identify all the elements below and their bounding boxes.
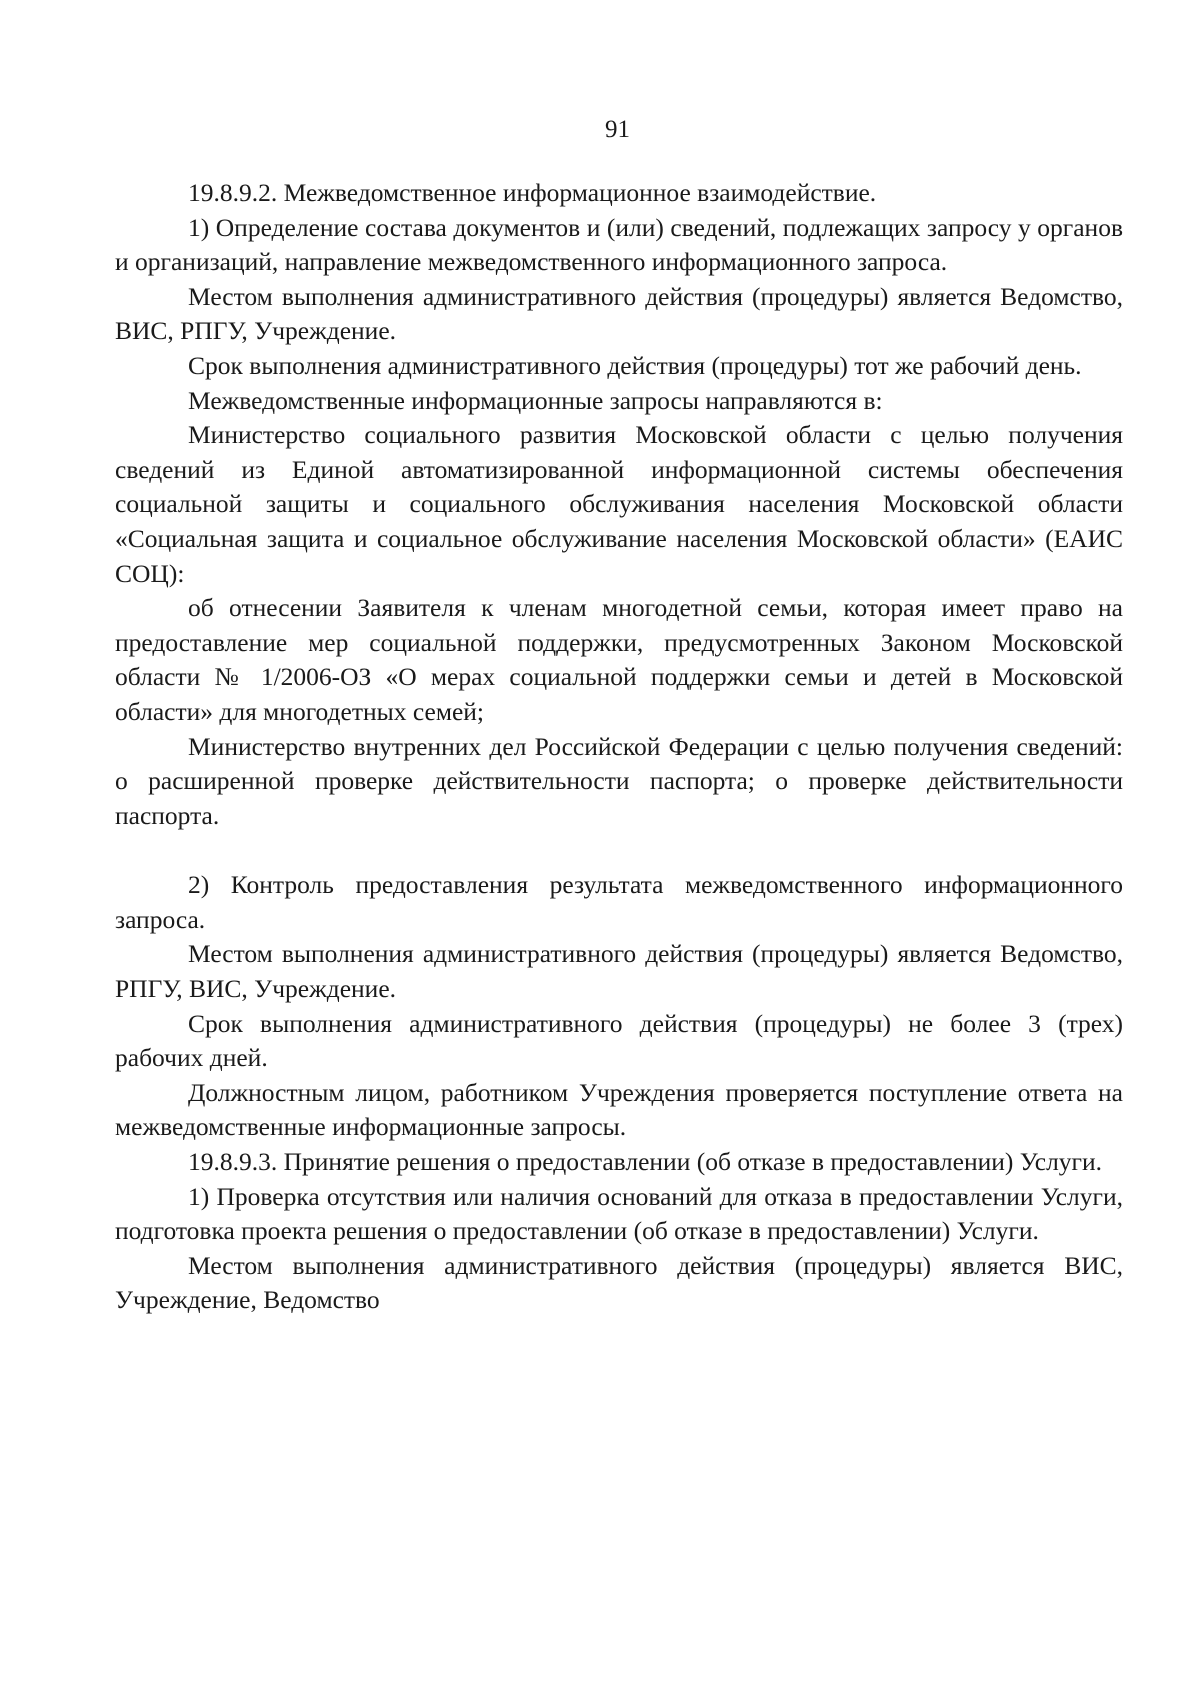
- paragraph: 2) Контроль предоставления результата межведомственного информационного запроса.: [115, 870, 1123, 934]
- paragraph-section-heading: 19.8.9.2. Межведомственное информационное взаимодействие.: [188, 178, 877, 207]
- paragraph: Должностным лицом, работником Учреждения проверяется поступление ответа на межведомственные информационные запросы.: [115, 1077, 1123, 1142]
- paragraph: Министерство социального развития Московской области с целью получения сведений из Единой автоматизированной информационной системы обеспечения социальной защиты и социального обслуживания населения Московской области «Социальная защита и социальное обслуживание населения Московской области» (ЕАИС СОЦ):: [115, 420, 1123, 588]
- page-number: 91: [605, 116, 630, 143]
- paragraph: Министерство внутренних дел Российской Федерации с целью получения сведений: о расширенной проверке действительности паспорта; о проверке действительности паспорта.: [115, 731, 1123, 830]
- paragraph: Межведомственные информационные запросы направляются в:: [188, 385, 883, 415]
- paragraph: Срок выполнения административного действия (процедуры) не более 3 (трех) рабочих дней.: [115, 1008, 1123, 1073]
- paragraph: Местом выполнения административного действия (процедуры) является Ведомство, РПГУ, ВИС, Учреждение.: [115, 939, 1123, 1004]
- paragraph: об отнесении Заявителя к членам многодетной семьи, которая имеет право на предоставление мер социальной поддержки, предусмотренных Законом Московской области № 1/2006-ОЗ «О мерах социальной поддержки семьи и детей в Московской области» для многодетных семей;: [115, 593, 1123, 726]
- paragraph: Местом выполнения административного действия (процедуры) является ВИС, Учреждение, Ведомство: [115, 1250, 1123, 1315]
- paragraph: Срок выполнения административного действия (процедуры) тот же рабочий день.: [188, 350, 1082, 380]
- paragraph: 1) Определение состава документов и (или) сведений, подлежащих запросу у органов и организаций, направление межведомственного информационного запроса.: [115, 212, 1123, 277]
- document-body: [115, 176, 1123, 1318]
- paragraph-section-heading: 19.8.9.3. Принятие решения о предоставлении (об отказе в предоставлении) Услуги.: [188, 1147, 1103, 1177]
- paragraph: 1) Проверка отсутствия или наличия оснований для отказа в предоставлении Услуги, подготовка проекта решения о предоставлении (об отказе в предоставлении) Услуги.: [115, 1181, 1123, 1246]
- paragraph: Местом выполнения административного действия (процедуры) является Ведомство, ВИС, РПГУ, Учреждение.: [115, 281, 1123, 346]
